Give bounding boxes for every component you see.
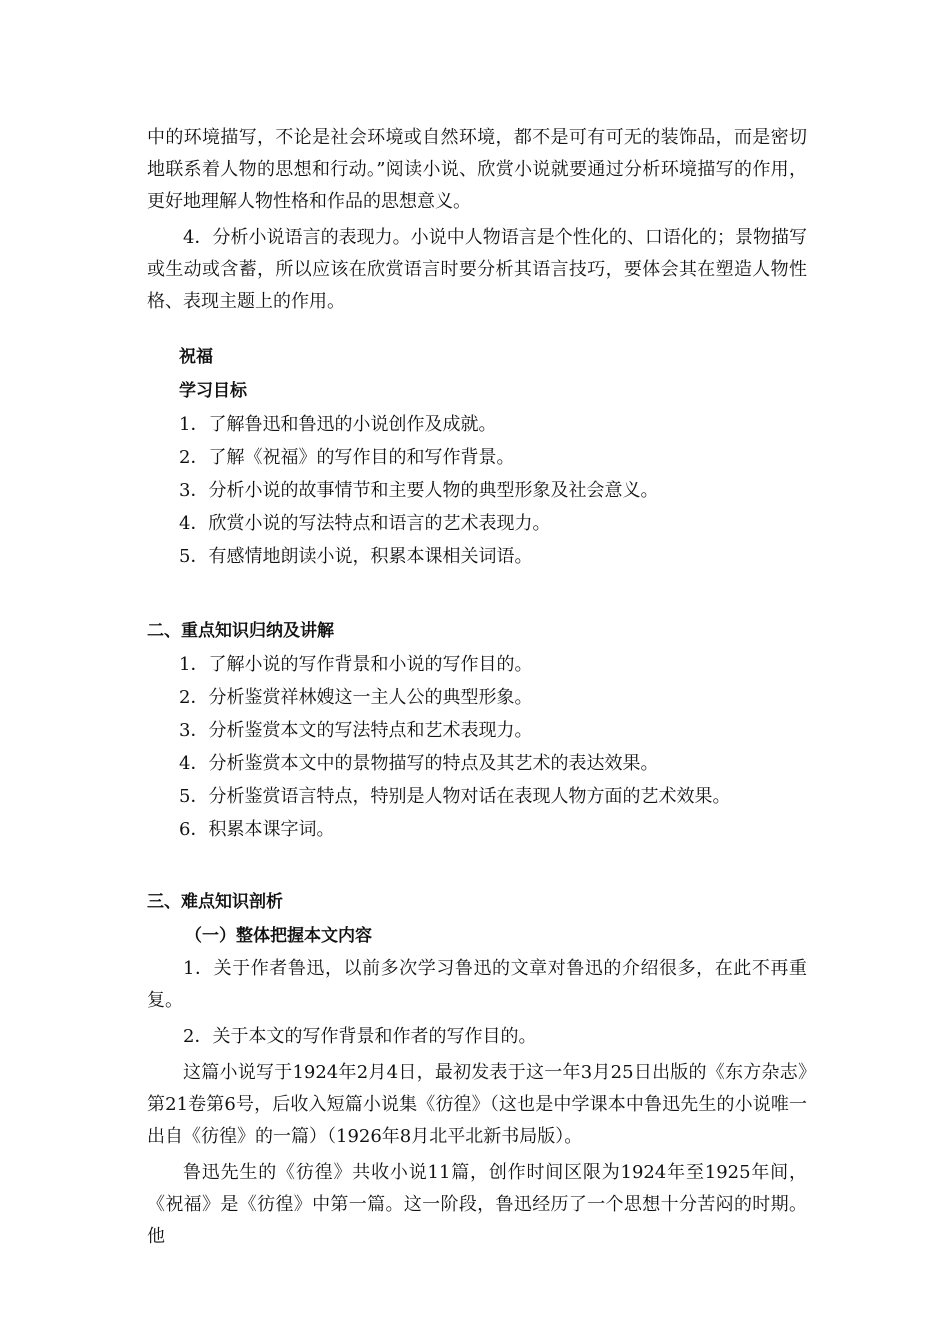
key-point-item: 3．分析鉴赏本文的写法特点和艺术表现力。 xyxy=(179,720,533,741)
goal-item: 2．了解《祝福》的写作目的和写作背景。 xyxy=(179,447,515,468)
section-3-paragraph-4: 鲁迅先生的《彷徨》共收小说11篇，创作时间区限为1924年至1925年间，《祝福》是《彷徨》中第一篇。这一阶段，鲁迅经历了一个思想十分苦闷的时期。他 xyxy=(147,1162,807,1247)
goal-item: 3．分析小说的故事情节和主要人物的典型形象及社会意义。 xyxy=(179,480,659,501)
goal-item: 4．欣赏小说的写法特点和语言的艺术表现力。 xyxy=(179,513,551,534)
goal-item: 5．有感情地朗读小说，积累本课相关词语。 xyxy=(179,546,533,567)
section-3-subheading: （一）整体把握本文内容 xyxy=(185,926,372,946)
intro-paragraph-1: 中的环境描写，不论是社会环境或自然环境，都不是可有可无的装饰品，而是密切地联系着人物的思想和行动。”阅读小说、欣赏小说就要通过分析环境描写的作用，更好地理解人物性格和作品的思想意义。 xyxy=(147,127,807,212)
goals-heading: 学习目标 xyxy=(179,381,247,401)
key-point-item: 2．分析鉴赏祥林嫂这一主人公的典型形象。 xyxy=(179,687,533,708)
key-points-section xyxy=(147,614,807,846)
section-3-paragraph-2: 2．关于本文的写作背景和作者的写作目的。 xyxy=(183,1026,537,1047)
section-3-heading: 三、难点知识剖析 xyxy=(147,892,283,912)
key-point-item: 1．了解小说的写作背景和小说的写作目的。 xyxy=(179,654,533,675)
lesson-section xyxy=(147,340,807,573)
intro-section xyxy=(147,122,807,322)
goal-item: 1．了解鲁迅和鲁迅的小说创作及成就。 xyxy=(179,414,497,435)
section-3-paragraph-1: 1．关于作者鲁迅，以前多次学习鲁迅的文章对鲁迅的介绍很多，在此不再重复。 xyxy=(147,958,807,1011)
lesson-title: 祝福 xyxy=(179,347,213,367)
section-2-heading: 二、重点知识归纳及讲解 xyxy=(147,621,334,641)
key-point-item: 6．积累本课字词。 xyxy=(179,819,335,840)
key-point-item: 5．分析鉴赏语言特点，特别是人物对话在表现人物方面的艺术效果。 xyxy=(179,786,731,807)
section-3-paragraph-3: 这篇小说写于1924年2月4日，最初发表于这一年3月25日出版的《东方杂志》第21卷第6号，后收入短篇小说集《彷徨》（这也是中学课本中鲁迅先生的小说唯一出自《彷徨》的一篇）（1926年8月北平北新书局版）。 xyxy=(147,1062,807,1147)
difficulties-section xyxy=(147,885,807,1257)
intro-paragraph-2: 4．分析小说语言的表现力。小说中人物语言是个性化的、口语化的；景物描写或生动或含蓄，所以应该在欣赏语言时要分析其语言技巧，要体会其在塑造人物性格、表现主题上的作用。 xyxy=(147,227,807,312)
key-point-item: 4．分析鉴赏本文中的景物描写的特点及其艺术的表达效果。 xyxy=(179,753,659,774)
